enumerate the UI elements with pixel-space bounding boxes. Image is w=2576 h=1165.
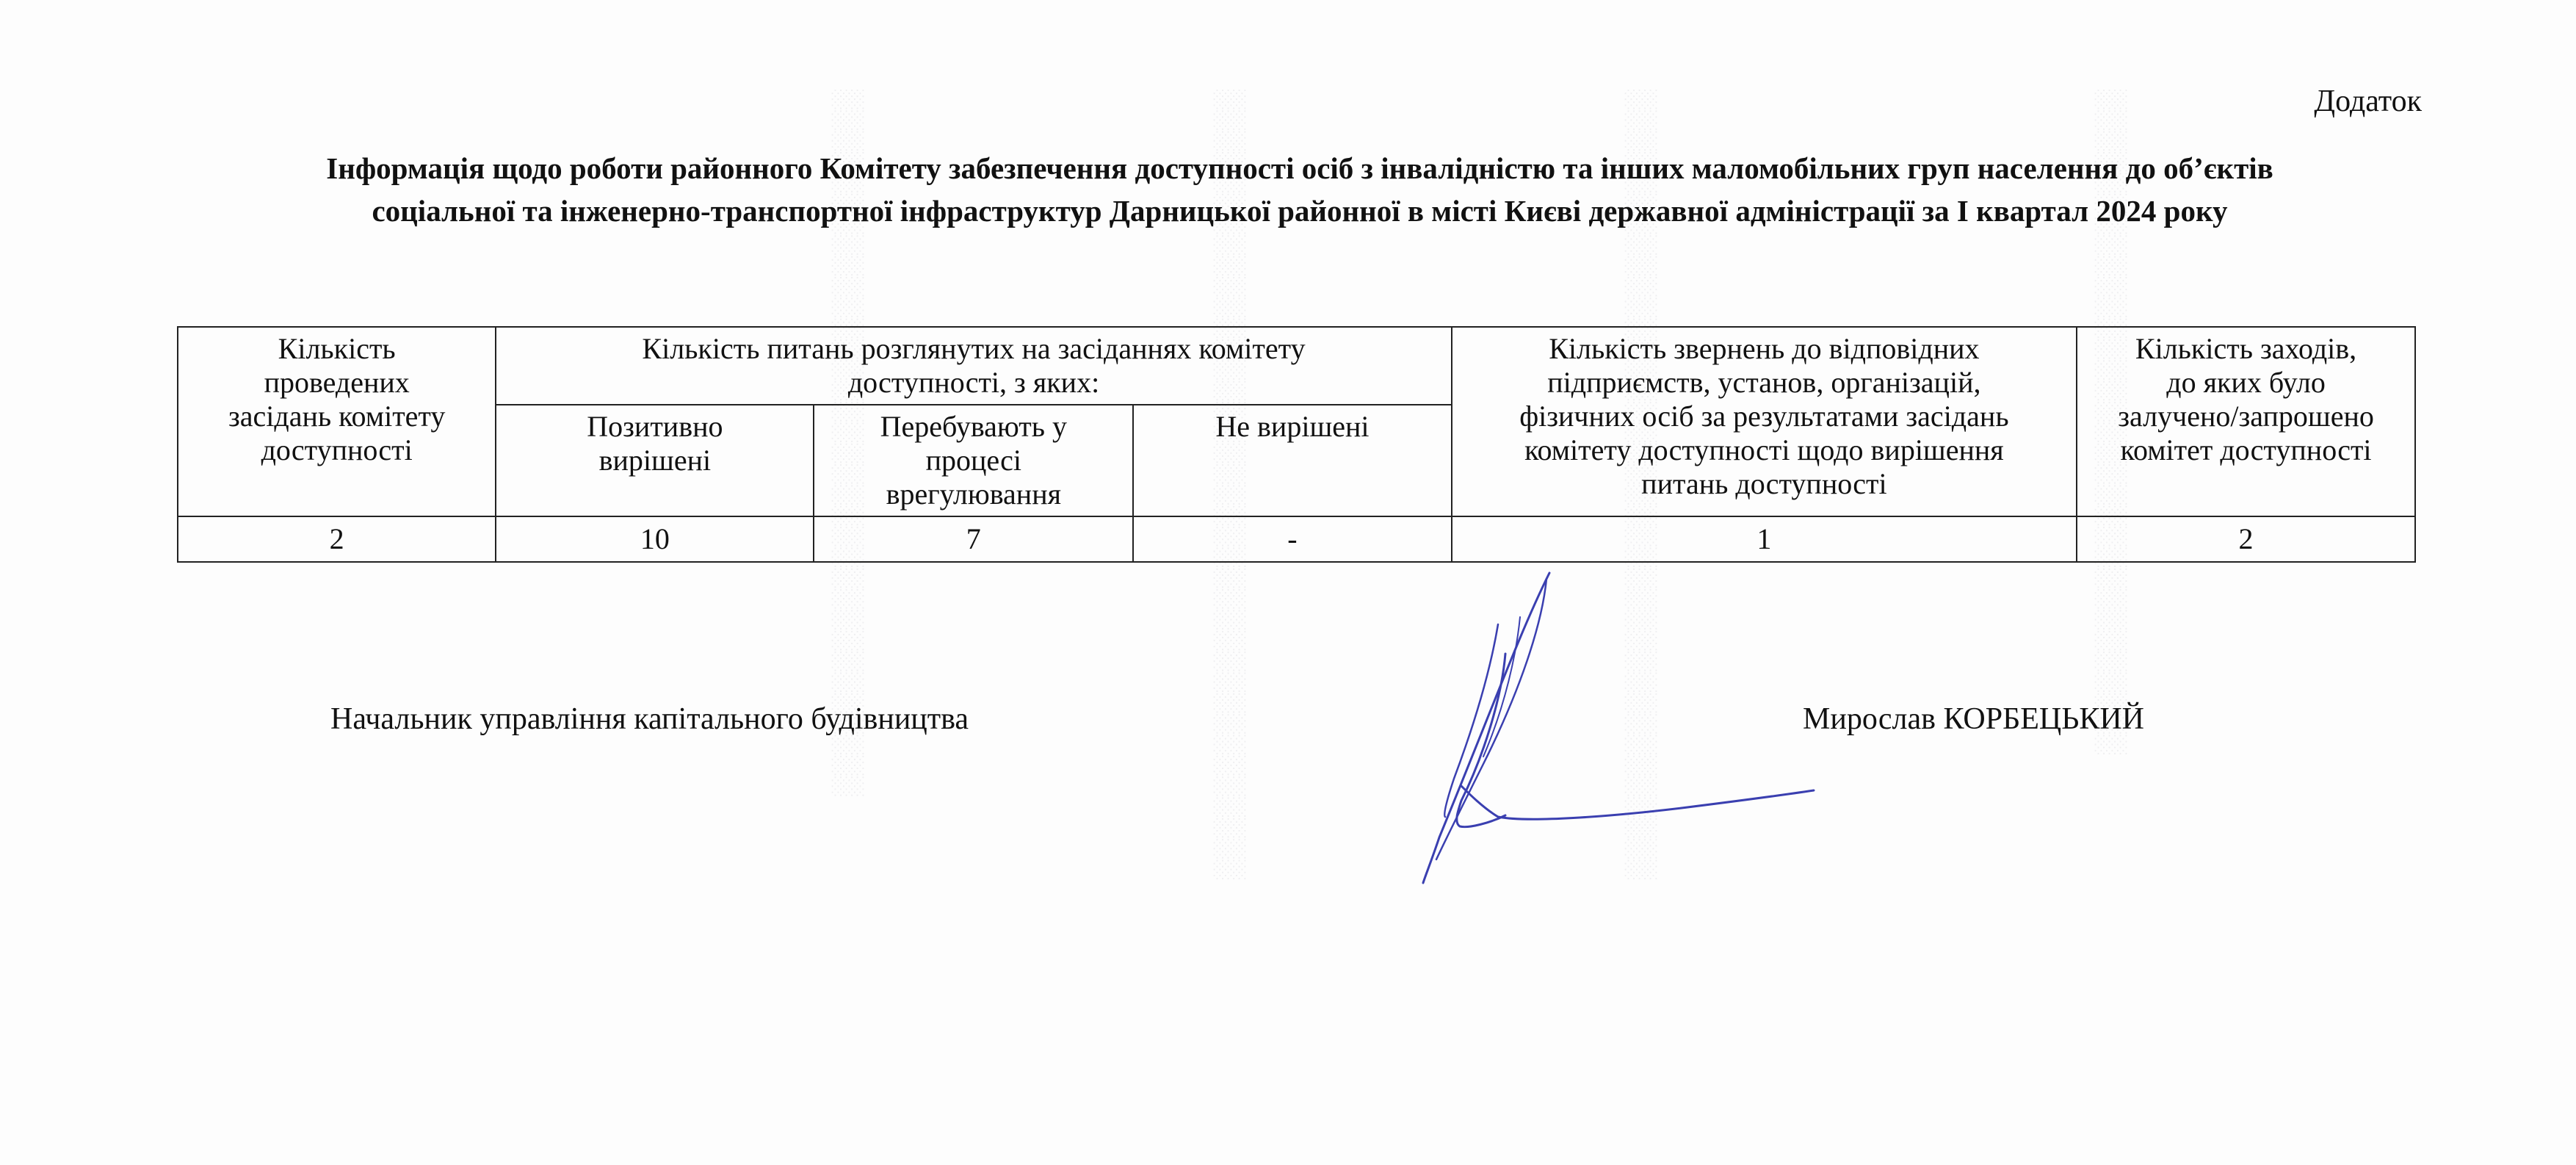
value-unresolved: - <box>1133 516 1451 562</box>
signature-stroke <box>1483 617 1520 757</box>
signatory-name: Мирослав КОРБЕЦЬКИЙ <box>1803 702 2144 736</box>
value-in-progress: 7 <box>814 516 1133 562</box>
signatory-position: Начальник управління капітального будівництва <box>330 702 969 736</box>
title-line: Інформація щодо роботи районного Комітету забезпечення доступності осіб з інвалідністю та інших маломобільних груп населення до об’єктів <box>326 151 2273 185</box>
accessibility-report-table <box>177 326 2416 563</box>
signature-stroke <box>1436 579 1546 859</box>
subheader-cell-unresolved: Не вирішені <box>1133 405 1451 516</box>
signature-stroke <box>1461 786 1814 819</box>
value-appeals: 1 <box>1452 516 2077 562</box>
signature-stroke <box>1423 573 1549 883</box>
bleed-through-decoration: ░░░░░░░░░░░░░░░░░░░░░░░░░░░░░░░░░░░░░░ <box>1626 88 1659 879</box>
subheader-cell-positive: Позитивно вирішені <box>496 405 814 516</box>
header-cell-questions: Кількість питань розглянутих на засіданнях комітету доступності, з яких: <box>496 327 1451 405</box>
table-row <box>178 516 2415 562</box>
subheader-cell-in-progress: Перебувають у процесі врегулювання <box>814 405 1133 516</box>
header-cell-events: Кількість заходів, до яких було залучено/запрошено комітет доступності <box>2077 327 2415 516</box>
value-positive: 10 <box>496 516 814 562</box>
header-cell-appeals: Кількість звернень до відповідних підприємств, установ, організацій, фізичних осіб за результатами засідань комітету доступності щодо вирішення питань доступності <box>1452 327 2077 516</box>
signature-strokes <box>1423 573 1814 883</box>
handwritten-signature <box>1373 544 1843 896</box>
value-events: 2 <box>2077 516 2415 562</box>
table-header-row <box>178 327 2415 405</box>
addendum-label: Додаток <box>2314 84 2422 118</box>
bleed-through-decoration: ░░░░░░░░░░░░░░░░░░░░░░░░░░░░░░░░░░ <box>833 88 866 796</box>
bleed-through-decoration: ░░░░░░░░░░░░░░░░░░░░░░░░░░░░░░░░░░░░░░ <box>1215 88 1248 879</box>
document-title <box>147 147 2453 232</box>
title-line: соціальної та інженерно-транспортної інфраструктур Дарницької районної в місті Києві державної адміністрації за І квартал 2024 року <box>372 194 2228 228</box>
bleed-through-decoration: ░░░░░░░░░░░░░░░░░░░░░░░░░░░░░░░░ <box>2096 88 2129 754</box>
value-meetings: 2 <box>178 516 496 562</box>
header-cell-meetings: Кількість проведених засідань комітету доступності <box>178 327 496 516</box>
